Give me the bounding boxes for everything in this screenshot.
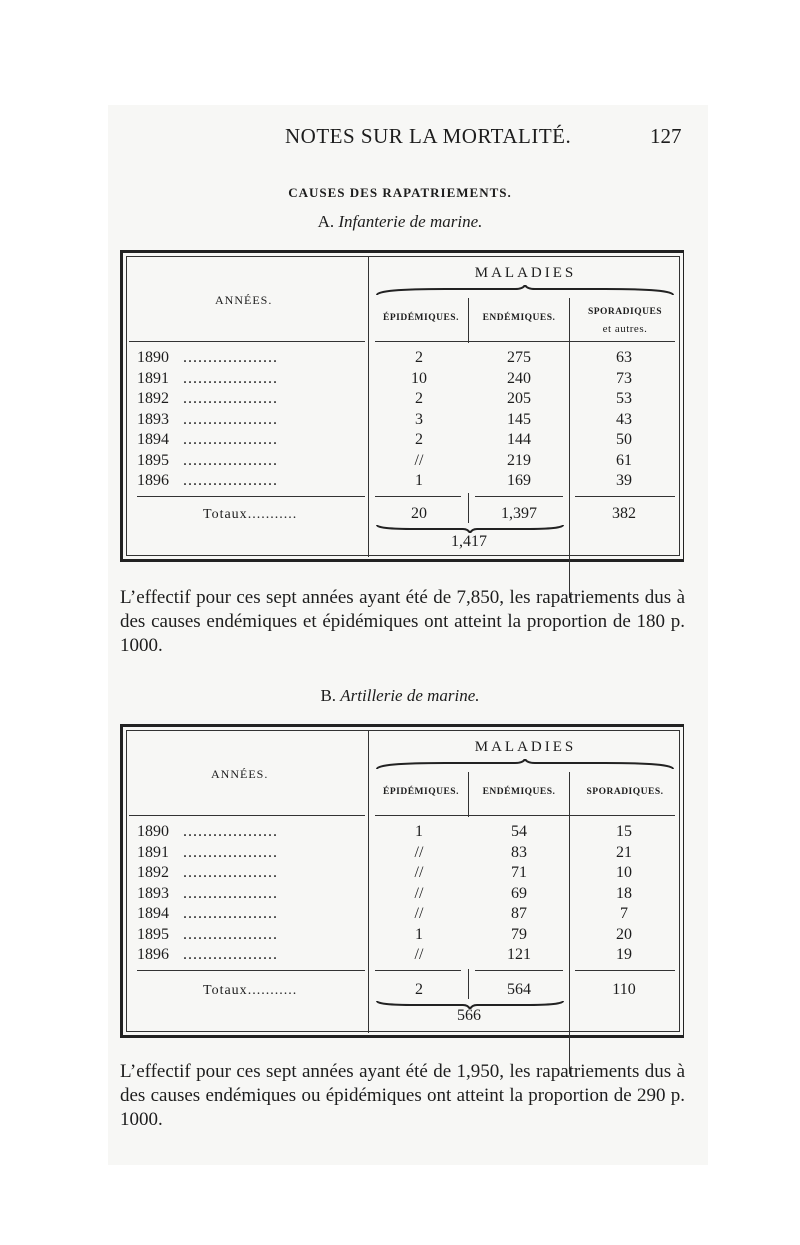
endemiques-cell: 275 (507, 349, 531, 366)
epidemiques-cell: 2 (415, 349, 423, 366)
epidemiques-cell: // (414, 905, 424, 922)
table-b-letter: B. (320, 686, 337, 705)
table-b-totals-dots: ........... (247, 983, 298, 998)
table-a-totals-row (137, 505, 677, 523)
running-header (0, 124, 800, 154)
leader-dots: ................... (183, 410, 278, 428)
sporadiques-cell: 18 (616, 884, 632, 902)
table-b-subtitle (0, 686, 800, 706)
sporadiques-cell: 50 (616, 431, 632, 448)
year-cell: 1890 (137, 823, 169, 840)
table-row (137, 411, 677, 429)
leader-dots: ................... (183, 390, 278, 407)
leader-dots: ................... (183, 431, 278, 448)
leader-dots: ................... (183, 905, 278, 922)
year-cell: 1895 (137, 451, 169, 469)
endemiques-cell: 144 (507, 431, 531, 448)
endemiques-cell: 219 (507, 451, 531, 469)
leader-dots: ................... (183, 864, 278, 881)
table-a-col-sporadiques-sub: et autres. (602, 323, 648, 335)
leader-dots: ................... (183, 472, 278, 489)
table-a (120, 250, 684, 562)
paragraph-a: L’effectif pour ces sept années ayant été de 7,850, les rapatriements dus à des causes endémiques et épidémiques ont atteint la proportion de 180 p. 1000. (120, 587, 685, 656)
sporadiques-cell: 21 (616, 843, 632, 861)
leader-dots: ................... (183, 823, 278, 840)
table-b-brace (375, 759, 675, 771)
leader-dots: ................... (183, 925, 278, 943)
table-a-col-endemiques: ENDÉMIQUES. (482, 313, 556, 323)
table-a-years-header: ANNÉES. (215, 293, 273, 307)
sporadiques-cell: 10 (616, 864, 632, 881)
endemiques-cell: 240 (507, 369, 531, 387)
year-cell: 1890 (137, 349, 169, 366)
table-a-combined-total: 1,417 (451, 533, 487, 550)
epidemiques-cell: // (414, 843, 424, 861)
endemiques-cell: 54 (511, 823, 527, 840)
leader-dots: ................... (183, 884, 278, 902)
page-number: 127 (650, 124, 682, 148)
year-cell: 1892 (137, 390, 169, 407)
endemiques-cell: 169 (507, 472, 531, 489)
year-cell: 1893 (137, 410, 169, 428)
year-cell: 1893 (137, 884, 169, 902)
epidemiques-cell: 3 (415, 410, 423, 428)
table-b-col-epidemiques: ÉPIDÉMIQUES. (383, 787, 459, 797)
leader-dots: ................... (183, 843, 278, 861)
year-cell: 1891 (137, 843, 169, 861)
table-row (137, 349, 677, 367)
epidemiques-cell: 1 (415, 823, 423, 840)
paragraph-b: L’effectif pour ces sept années ayant été de 1,950, les rapatriements dus à des causes endémiques ou épidémiques ont atteint la proportion de 290 p. 1000. (120, 1061, 685, 1130)
endemiques-cell: 69 (511, 884, 527, 902)
leader-dots: ................... (183, 369, 278, 387)
table-b-total-endem: 564 (507, 981, 531, 998)
table-b (120, 724, 684, 1038)
table-a-brace (375, 285, 675, 297)
table-b-unit: Artillerie de marine. (340, 686, 480, 705)
sporadiques-cell: 53 (616, 390, 632, 407)
sporadiques-cell: 61 (616, 451, 632, 469)
sporadiques-cell: 43 (616, 410, 632, 428)
table-a-total-spor: 382 (612, 505, 636, 522)
epidemiques-cell: 2 (415, 390, 423, 407)
section-title: CAUSES DES RAPATRIEMENTS. (288, 185, 512, 200)
leader-dots: ................... (183, 946, 278, 963)
sporadiques-cell: 63 (616, 349, 632, 366)
table-b-col-sporadiques: SPORADIQUES. (586, 787, 664, 797)
table-b-combined-row (137, 1007, 677, 1025)
table-row (137, 885, 677, 903)
table-a-total-brace (375, 523, 565, 533)
endemiques-cell: 87 (511, 905, 527, 922)
year-cell: 1891 (137, 369, 169, 387)
sporadiques-cell: 20 (616, 925, 632, 943)
table-a-combined-row (137, 533, 677, 551)
sporadiques-cell: 7 (620, 905, 628, 922)
table-a-col-sporadiques: SPORADIQUES (587, 307, 663, 317)
table-a-col-epidemiques: ÉPIDÉMIQUES. (383, 313, 459, 323)
table-b-years-header: ANNÉES. (211, 767, 269, 781)
year-cell: 1894 (137, 431, 169, 448)
table-row (137, 946, 677, 964)
table-row (137, 370, 677, 388)
table-a-subtitle (0, 212, 800, 232)
year-cell: 1896 (137, 946, 169, 963)
table-b-maladies-header: MALADIES (474, 739, 577, 755)
table-row (137, 452, 677, 470)
table-b-total-spor: 110 (612, 981, 636, 998)
table-a-totals-dots: ........... (247, 507, 298, 522)
table-row (137, 864, 677, 882)
year-cell: 1896 (137, 472, 169, 489)
epidemiques-cell: // (414, 946, 424, 963)
epidemiques-cell: // (414, 864, 424, 881)
endemiques-cell: 83 (511, 843, 527, 861)
table-row (137, 844, 677, 862)
table-row (137, 390, 677, 408)
endemiques-cell: 79 (511, 925, 527, 943)
endemiques-cell: 205 (507, 390, 531, 407)
table-a-totals-word: Totaux (203, 507, 248, 522)
endemiques-cell: 121 (507, 946, 531, 963)
table-b-totals-word: Totaux (203, 983, 248, 998)
leader-dots: ................... (183, 451, 278, 469)
epidemiques-cell: // (414, 884, 424, 902)
table-a-total-endem: 1,397 (501, 505, 537, 522)
table-row (137, 926, 677, 944)
table-row (137, 823, 677, 841)
table-b-combined-total: 566 (457, 1007, 481, 1024)
table-b-total-epid: 2 (415, 981, 423, 998)
sporadiques-cell: 39 (616, 472, 632, 489)
endemiques-cell: 71 (511, 864, 527, 881)
epidemiques-cell: 10 (411, 369, 427, 387)
year-cell: 1894 (137, 905, 169, 922)
year-cell: 1895 (137, 925, 169, 943)
epidemiques-cell: 1 (415, 925, 423, 943)
leader-dots: ................... (183, 349, 278, 366)
table-a-maladies-header: MALADIES (474, 265, 577, 281)
epidemiques-cell: 1 (415, 472, 423, 489)
sporadiques-cell: 73 (616, 369, 632, 387)
table-a-letter: A. (317, 212, 335, 231)
sporadiques-cell: 19 (616, 946, 632, 963)
table-b-col-endemiques: ENDÉMIQUES. (482, 787, 556, 797)
table-row (137, 431, 677, 449)
endemiques-cell: 145 (507, 410, 531, 428)
sporadiques-cell: 15 (616, 823, 632, 840)
table-row (137, 905, 677, 923)
table-b-totals-row (137, 981, 677, 999)
table-a-total-epid: 20 (411, 505, 427, 522)
table-row (137, 472, 677, 490)
year-cell: 1892 (137, 864, 169, 881)
epidemiques-cell: // (414, 451, 424, 469)
running-title: NOTES SUR LA MORTALITÉ. (285, 124, 572, 148)
table-a-unit: Infanterie de marine. (338, 212, 483, 231)
epidemiques-cell: 2 (415, 431, 423, 448)
